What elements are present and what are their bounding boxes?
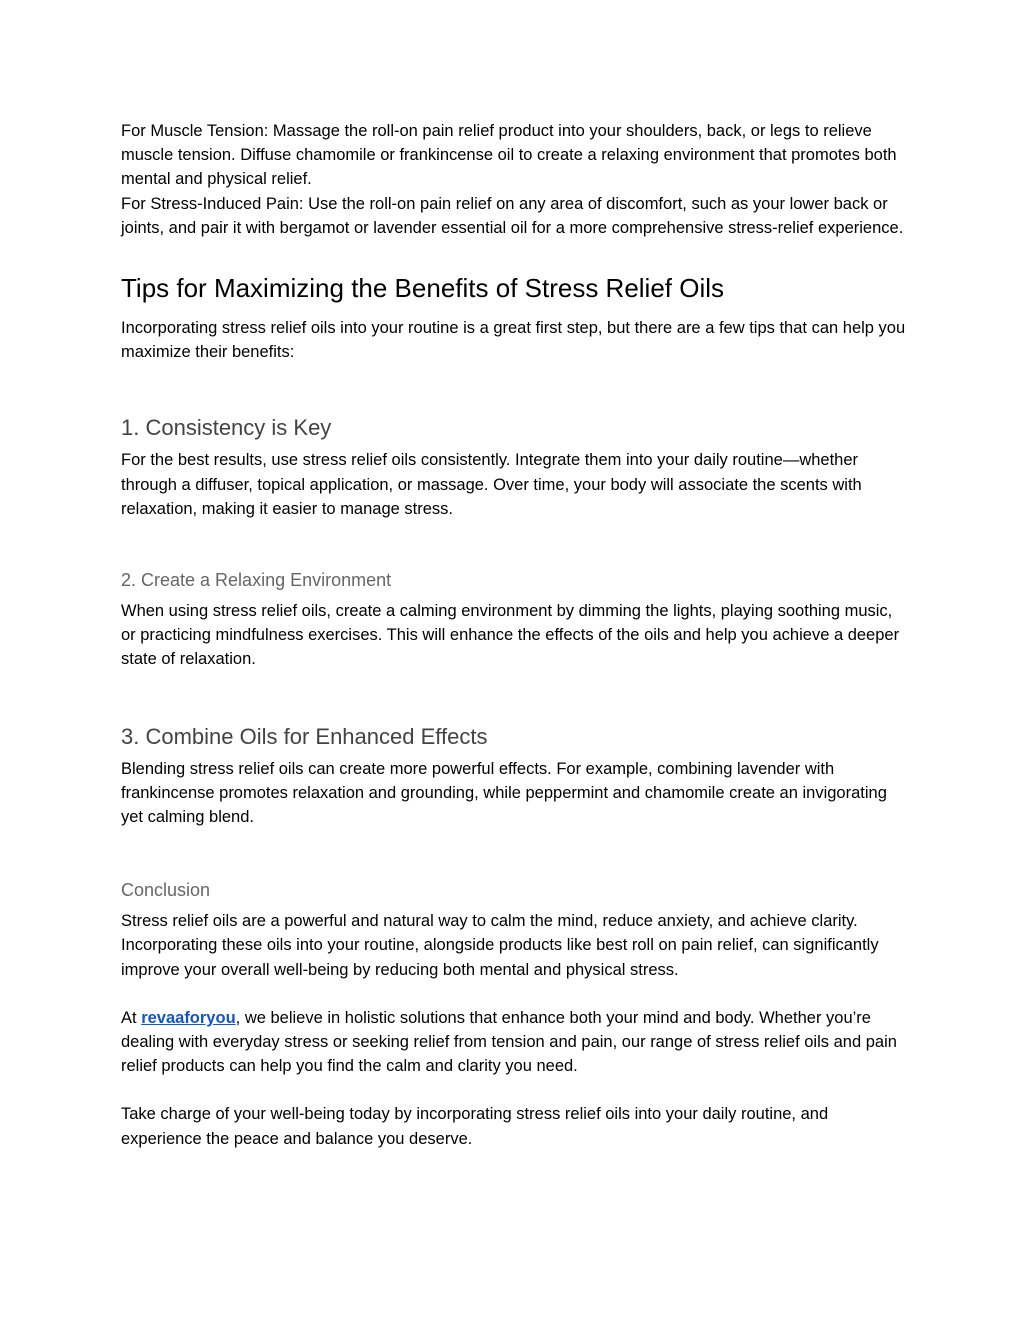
muscle-tension-paragraph: For Muscle Tension: Massage the roll-on pain relief product into your shoulders, back, or legs to relieve muscle tension. Diffuse chamomile or frankincense oil to create a relaxing environment that promotes both mental and physical relief. xyxy=(121,122,897,189)
revaaforyou-link[interactable]: revaaforyou xyxy=(141,1008,236,1027)
tips-heading: Tips for Maximizing the Benefits of Stress Relief Oils xyxy=(121,273,725,304)
at-prefix: At xyxy=(121,1008,142,1027)
revaaforyou-paragraph xyxy=(121,1006,911,1079)
combine-paragraph: Blending stress relief oils can create more powerful effects. For example, combining lavender with frankincense promotes relaxation and grounding, while peppermint and chamomile create an invigorating yet calming blend. xyxy=(121,759,887,827)
conclusion-paragraph: Stress relief oils are a powerful and natural way to calm the mind, reduce anxiety, and achieve clarity. Incorporating these oils into your routine, alongside products like best roll on pain relief, can significantly improve your overall well-being by reducing both mental and physical stress. xyxy=(121,912,879,979)
document-body xyxy=(121,119,911,1151)
stress-pain-paragraph: For Stress-Induced Pain: Use the roll-on pain relief on any area of discomfort, such as your lower back or joints, and pair it with bergamot or lavender essential oil for a more comprehensive stress-relief experience. xyxy=(121,194,904,237)
tips-intro-paragraph: Incorporating stress relief oils into your routine is a great first step, but there are a few tips that can help you maximize their benefits: xyxy=(121,319,906,362)
consistency-paragraph: For the best results, use stress relief oils consistently. Integrate them into your daily routine—whether through a diffuser, topical application, or massage. Over time, your body will associate the scents with relaxation, making it easier to manage stress. xyxy=(121,451,862,518)
environment-paragraph: When using stress relief oils, create a calming environment by dimming the lights, playing soothing music, or practicing mindfulness exercises. This will enhance the effects of the oils and help you achieve a deeper state of relaxation. xyxy=(121,602,900,669)
consistency-heading: 1. Consistency is Key xyxy=(121,415,332,441)
closing-paragraph: Take charge of your well-being today by incorporating stress relief oils into your daily routine, and experience the peace and balance you deserve. xyxy=(121,1105,829,1148)
conclusion-heading: Conclusion xyxy=(121,880,211,901)
at-suffix: , we believe in holistic solutions that enhance both your mind and body. Whether you’re dealing with everyday stress or seeking relief from tension and pain, our range of stress relief oils and pain relief products can help you find the calm and clarity you need. xyxy=(121,1008,897,1076)
combine-heading: 3. Combine Oils for Enhanced Effects xyxy=(121,723,488,749)
environment-heading: 2. Create a Relaxing Environment xyxy=(121,570,392,591)
